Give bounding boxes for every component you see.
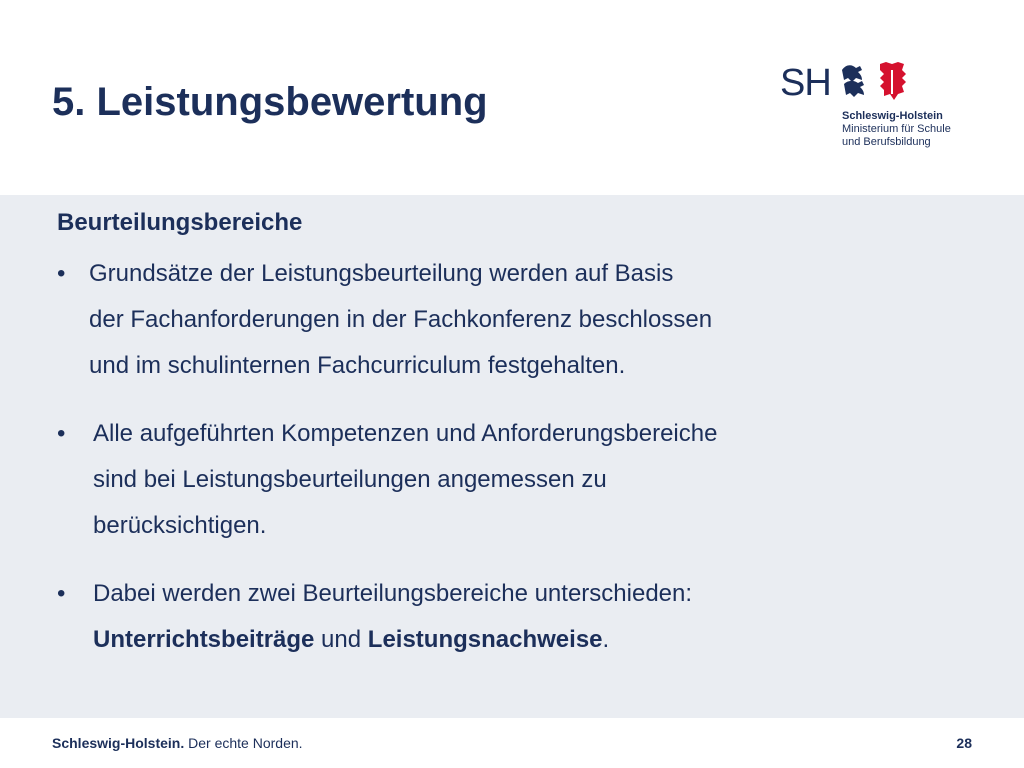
logo-line-2: Ministerium für Schule — [842, 123, 951, 135]
bullet-marker: • — [57, 580, 66, 607]
content-panel — [0, 195, 1024, 718]
ministry-logo — [780, 58, 980, 150]
logo-abbreviation: SH — [780, 62, 831, 104]
bullet-line: und im schulinternen Fachcurriculum festgehalten. — [89, 352, 626, 379]
slide-title: 5. Leistungsbewertung — [52, 80, 488, 124]
bullet-marker: • — [57, 420, 66, 447]
bullet-line — [93, 617, 692, 663]
logo-line-3: und Berufsbildung — [842, 136, 931, 148]
bullet-text — [93, 411, 717, 549]
bullet-line: Grundsätze der Leistungsbeurteilung werden auf Basis — [89, 260, 674, 287]
page-number: 28 — [956, 735, 972, 751]
logo-line-1: Schleswig-Holstein — [842, 110, 943, 122]
footer-claim — [52, 735, 303, 751]
footer-claim-bold: Schleswig-Holstein. — [52, 735, 185, 751]
bullet-text — [93, 571, 692, 663]
footer-claim-rest: Der echte Norden. — [184, 735, 303, 751]
bullet-line: Dabei werden zwei Beurteilungsbereiche unterschieden: — [93, 580, 693, 607]
bullet-line: sind bei Leistungsbeurteilungen angemessen zu — [93, 466, 607, 493]
sentence-end: . — [602, 626, 610, 653]
bullet-line: Alle aufgeführten Kompetenzen und Anforderungsbereiche — [93, 420, 718, 447]
coat-of-arms-icon — [840, 60, 912, 104]
logo-text — [842, 110, 951, 149]
footer — [0, 718, 1024, 768]
term-assessments: Leistungsnachweise — [367, 626, 603, 653]
connector-text: und — [314, 626, 368, 653]
bullet-line: der Fachanforderungen in der Fachkonferenz beschlossen — [89, 306, 713, 333]
bullet-text — [89, 251, 712, 389]
bullet-marker: • — [57, 260, 66, 287]
term-contributions: Unterrichtsbeiträge — [93, 626, 315, 653]
bullet-line: berücksichtigen. — [93, 512, 267, 539]
section-heading: Beurteilungsbereiche — [57, 209, 303, 236]
